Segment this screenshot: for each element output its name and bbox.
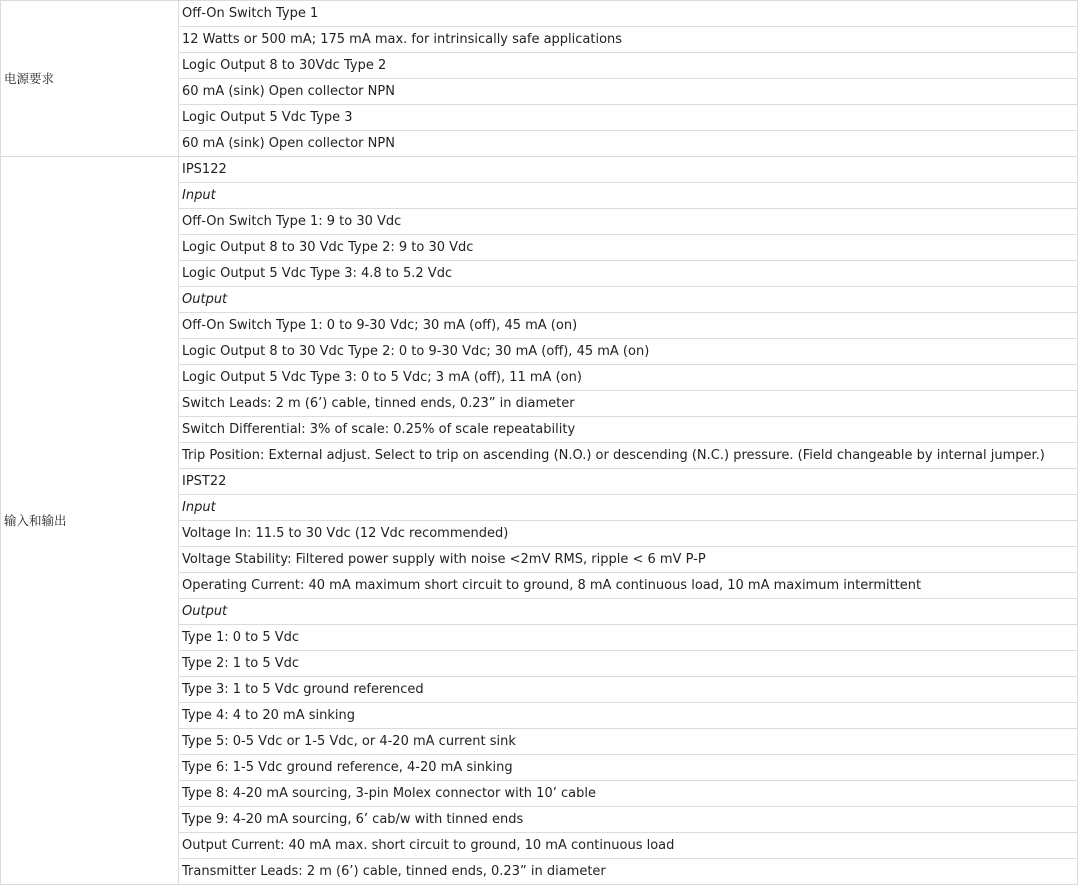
spec-value: IPS122 xyxy=(179,157,1078,183)
subsection-heading: Output xyxy=(179,287,1078,313)
spec-value: IPST22 xyxy=(179,469,1078,495)
spec-value: 60 mA (sink) Open collector NPN xyxy=(179,79,1078,105)
spec-value: Type 4: 4 to 20 mA sinking xyxy=(179,703,1078,729)
spec-value: Logic Output 5 Vdc Type 3 xyxy=(179,105,1078,131)
spec-value: Voltage In: 11.5 to 30 Vdc (12 Vdc recommended) xyxy=(179,521,1078,547)
spec-value: Logic Output 8 to 30Vdc Type 2 xyxy=(179,53,1078,79)
subsection-heading: Output xyxy=(179,599,1078,625)
spec-value: Type 6: 1-5 Vdc ground reference, 4-20 mA sinking xyxy=(179,755,1078,781)
spec-value: Logic Output 8 to 30 Vdc Type 2: 0 to 9-30 Vdc; 30 mA (off), 45 mA (on) xyxy=(179,339,1078,365)
spec-value: Off-On Switch Type 1: 0 to 9-30 Vdc; 30 mA (off), 45 mA (on) xyxy=(179,313,1078,339)
table-row xyxy=(1,157,1078,183)
spec-value: Type 9: 4-20 mA sourcing, 6’ cab/w with tinned ends xyxy=(179,807,1078,833)
spec-value: Trip Position: External adjust. Select to trip on ascending (N.O.) or descending (N.C.) pressure. (Field changeable by internal jumper.) xyxy=(179,443,1078,469)
subsection-heading: Input xyxy=(179,183,1078,209)
category-label: 输入和输出 xyxy=(1,157,179,885)
spec-value: Switch Leads: 2 m (6’) cable, tinned ends, 0.23” in diameter xyxy=(179,391,1078,417)
spec-value: Operating Current: 40 mA maximum short circuit to ground, 8 mA continuous load, 10 mA maximum intermittent xyxy=(179,573,1078,599)
spec-value: Off-On Switch Type 1: 9 to 30 Vdc xyxy=(179,209,1078,235)
table-row xyxy=(1,1,1078,27)
spec-value: Off-On Switch Type 1 xyxy=(179,1,1078,27)
spec-value: Type 1: 0 to 5 Vdc xyxy=(179,625,1078,651)
spec-table-body xyxy=(1,1,1078,885)
spec-value: Type 8: 4-20 mA sourcing, 3-pin Molex connector with 10’ cable xyxy=(179,781,1078,807)
spec-value: Type 3: 1 to 5 Vdc ground referenced xyxy=(179,677,1078,703)
spec-value: Logic Output 5 Vdc Type 3: 4.8 to 5.2 Vdc xyxy=(179,261,1078,287)
spec-value: Logic Output 5 Vdc Type 3: 0 to 5 Vdc; 3 mA (off), 11 mA (on) xyxy=(179,365,1078,391)
spec-value: Voltage Stability: Filtered power supply with noise <2mV RMS, ripple < 6 mV P-P xyxy=(179,547,1078,573)
spec-value: Type 5: 0-5 Vdc or 1-5 Vdc, or 4-20 mA current sink xyxy=(179,729,1078,755)
category-label: 电源要求 xyxy=(1,1,179,157)
spec-value: Type 2: 1 to 5 Vdc xyxy=(179,651,1078,677)
subsection-heading: Input xyxy=(179,495,1078,521)
spec-value: Transmitter Leads: 2 m (6’) cable, tinned ends, 0.23” in diameter xyxy=(179,859,1078,885)
spec-value: 12 Watts or 500 mA; 175 mA max. for intrinsically safe applications xyxy=(179,27,1078,53)
spec-value: Logic Output 8 to 30 Vdc Type 2: 9 to 30 Vdc xyxy=(179,235,1078,261)
spec-value: Output Current: 40 mA max. short circuit to ground, 10 mA continuous load xyxy=(179,833,1078,859)
spec-value: 60 mA (sink) Open collector NPN xyxy=(179,131,1078,157)
spec-value: Switch Differential: 3% of scale: 0.25% of scale repeatability xyxy=(179,417,1078,443)
